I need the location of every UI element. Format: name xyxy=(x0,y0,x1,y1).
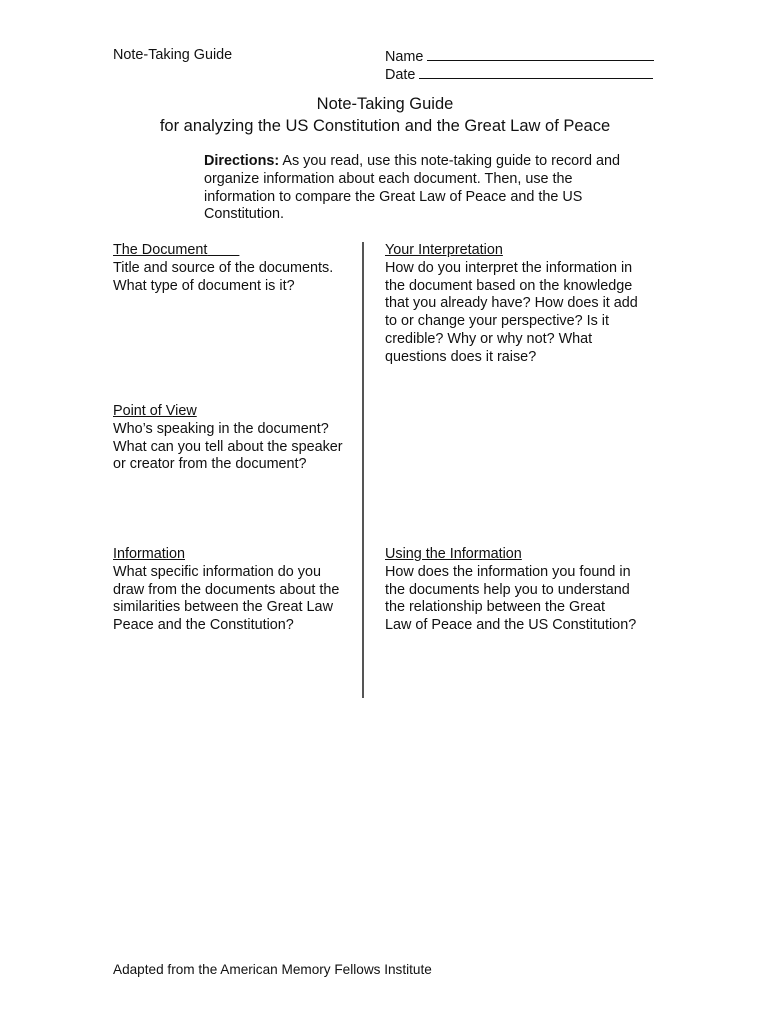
document-title: Note-Taking Guide xyxy=(316,95,454,113)
section-heading: Using the Information xyxy=(385,546,522,562)
section-heading: The Document xyxy=(113,242,208,258)
section-line: Law of Peace and the US Constitution? xyxy=(385,617,637,634)
section-heading: Your Interpretation xyxy=(385,242,503,258)
column-divider xyxy=(362,242,364,698)
footer-credit: Adapted from the American Memory Fellows Institute xyxy=(113,962,432,977)
section-using-information xyxy=(385,546,636,635)
section-heading: Information xyxy=(113,546,185,562)
name-field[interactable] xyxy=(385,47,654,67)
section-line: the documents help you to understand xyxy=(385,581,630,598)
section-interpretation xyxy=(385,242,638,367)
section-line: How do you interpret the information in xyxy=(385,259,633,276)
date-blank[interactable] xyxy=(419,65,653,79)
section-line: credible? Why or why not? What xyxy=(385,330,593,347)
section-line: draw from the documents about the xyxy=(113,581,340,598)
section-line: Peace and the Constitution? xyxy=(113,617,294,634)
section-line: that you already have? How does it add xyxy=(385,295,638,312)
section-line: the document based on the knowledge xyxy=(385,277,633,294)
directions-line: organize information about each document. Then, use the xyxy=(204,170,573,187)
name-blank[interactable] xyxy=(427,47,654,61)
directions-label: Directions: xyxy=(204,153,280,169)
section-line: to or change your perspective? Is it xyxy=(385,313,609,330)
section-line: the relationship between the Great xyxy=(385,599,605,616)
name-label: Name xyxy=(385,49,424,65)
section-line: questions does it raise? xyxy=(385,348,537,365)
section-document xyxy=(113,242,333,295)
directions-line: Constitution. xyxy=(204,206,284,223)
directions-line: Directions: As you read, use this note-taking guide to record and xyxy=(204,153,620,169)
section-line: What can you tell about the speaker xyxy=(113,438,343,455)
section-line: How does the information you found in xyxy=(385,563,631,580)
section-line: similarities between the Great Law xyxy=(113,599,333,616)
section-line: What type of document is it? xyxy=(113,277,295,294)
section-line: or creator from the document? xyxy=(113,456,307,473)
section-line: What specific information do you xyxy=(113,563,321,580)
section-information xyxy=(113,546,339,635)
header-label: Note-Taking Guide xyxy=(113,47,233,63)
date-field[interactable] xyxy=(385,65,653,85)
section-point-of-view xyxy=(113,403,343,474)
section-line: Who’s speaking in the document? xyxy=(113,420,329,437)
directions xyxy=(204,153,620,224)
section-line: Title and source of the documents. xyxy=(113,259,334,276)
directions-line: information to compare the Great Law of Peace and the US xyxy=(204,188,583,205)
date-label: Date xyxy=(385,67,416,83)
document-subtitle: for analyzing the US Constitution and the Great Law of Peace xyxy=(159,117,611,135)
section-heading: Point of View xyxy=(113,403,197,419)
